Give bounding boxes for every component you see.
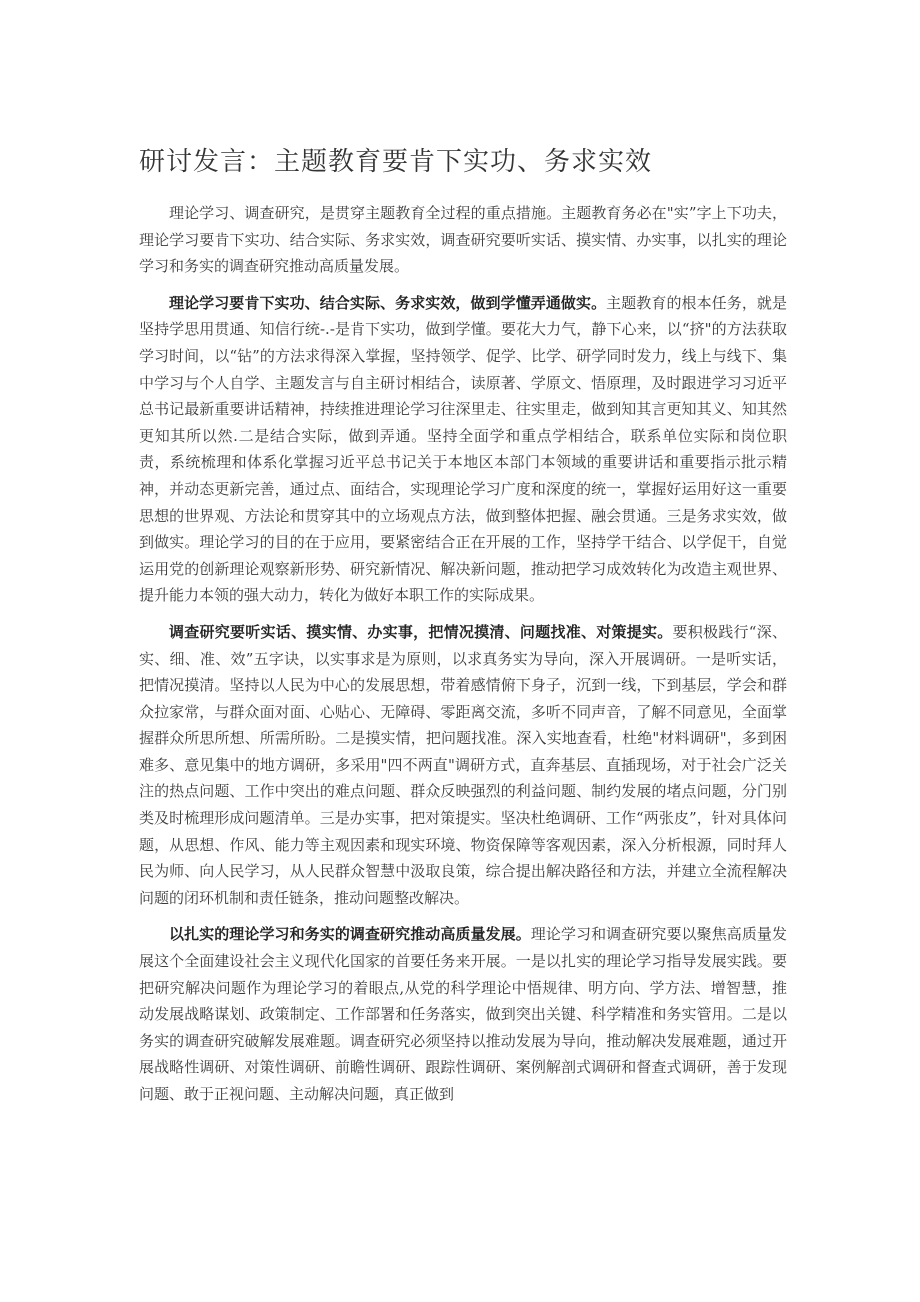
- section-lead-investigation: 调查研究要听实话、摸实情、办实事，把情况摸清、问题找准、对策提实。: [169, 622, 673, 641]
- section-lead-theory-study: 理论学习要肯下实功、结合实际、务求实效，做到学懂弄通做实。: [169, 293, 607, 312]
- section-body-high-quality-development: 理论学习和调查研究要以聚焦高质量发展这个全面建设社会主义现代化国家的首要任务来开展。一是以扎实的理论学习指导发展实践。要把研究解决问题作为理论学习的着眼点,从党的科学理论中悟规律、明方向、学方法、增智慧，推动发展战略谋划、政策制定、工作部署和任务落实，做到突出关键、科学精准和务实管用。二是以务实的调查研究破解发展难题。调查研究必须坚持以推动发展为导向，推动解决发展难题，通过开展战略性调研、对策性调研、前瞻性调研、跟踪性调研、案例解剖式调研和督查式调研，善于发现问题、敢于正视问题、主动解决问题，真正做到: [139, 925, 787, 1103]
- section-lead-high-quality-development: 以扎实的理论学习和务实的调查研究推动高质量发展。: [169, 925, 531, 944]
- section-body-theory-study: 主题教育的根本任务，就是坚持学思用贯通、知信行统-.-是肯下实功，做到学懂。要花大力气，静下心来，以“挤"的方法获取学习时间，以“钻”的方法求得深入掌握，坚持领学、促学、比学、研学同时发力，线上与线下、集中学习与个人自学、主题发言与自主研讨相结合，读原著、学原文、悟原理，及时跟进学习习近平总书记最新重要讲话精神，持续推进理论学习往深里走、往实里走，做到知其言更知其义、知其然更知其所以然.二是结合实际，做到弄通。坚持全面学和重点学相结合，联系单位实际和岗位职责，系统梳理和体系化掌握习近平总书记关于本地区本部门本领域的重要讲话和重要指示批示精神，并动态更新完善，通过点、面结合，实现理论学习广度和深度的统一，掌握好运用好这一重要思想的世界观、方法论和贯穿其中的立场观点方法，做到整体把握、融会贯通。三是务求实效，做到做实。理论学习的目的在于应用，要紧密结合正在开展的工作，坚持学干结合、以学促干，自觉运用党的创新理论观察新形势、研究新情况、解决新问题，推动把学习成效转化为改造主观世界、提升能力本领的强大动力，转化为做好本职工作的实际成果。: [139, 293, 787, 605]
- section-paragraph-theory-study: [139, 290, 787, 609]
- section-paragraph-high-quality-development: [139, 921, 787, 1107]
- intro-paragraph: 理论学习、调查研究，是贯穿主题教育全过程的重点措施。主题教育务必在"实”字上下功夫，理论学习要肯下实功、结合实际、务求实效，调查研究要听实话、摸实情、办实事，以扎实的理论学习和务实的调查研究推动高质量发展。: [139, 204, 787, 276]
- document-title: 研讨发言：主题教育要肯下实功、务求实效: [139, 147, 653, 177]
- section-paragraph-investigation: [139, 619, 787, 912]
- document-body: [139, 142, 787, 1118]
- section-body-investigation: 要积极践行“深、实、细、准、效”五字诀，以实事求是为原则，以求真务实为导向，深入开展调研。一是听实话，把情况摸清。坚持以人民为中心的发展思想，带着感情俯下身子，沉到一线，下到基层，学会和群众拉家常，与群众面对面、心贴心、无障碍、零距离交流，多听不同声音，了解不同意见，全面掌握群众所思所想、所需所盼。二是摸实情，把问题找准。深入实地查看，杜绝"材料调研"，多到困难多、意见集中的地方调研，多采用"四不两直"调研方式，直奔基层、直插现场，对于社会广泛关注的热点问题、工作中突出的难点问题、群众反映强烈的利益问题、制约发展的堵点问题，分门别类及时梳理形成问题清单。三是办实事，把对策提实。坚决杜绝调研、工作“两张皮”，针对具体问题，从思想、作风、能力等主观因素和现实环境、物资保障等客观因素，深入分析根源，同时拜人民为师、向人民学习，从人民群众智慧中汲取良策，综合提出解决路径和方法，并建立全流程解决问题的闭环机制和责任链条，推动问题整改解决。: [139, 622, 787, 907]
